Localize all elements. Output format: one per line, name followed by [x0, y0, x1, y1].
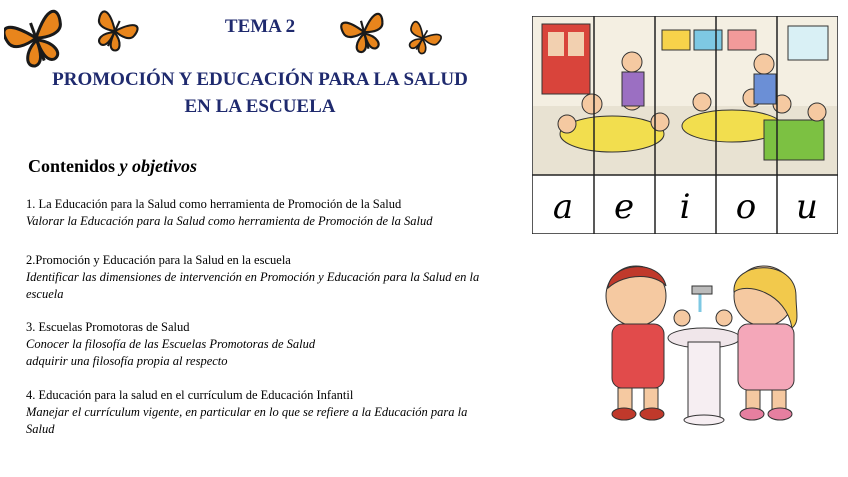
item-objective: Manejar el currículum vigente, en particular en lo que se refiere a la Educación para la Salud [26, 405, 468, 436]
list-item [26, 196, 496, 230]
vowel-letter: i [679, 187, 691, 227]
children-washing-hands-illustration [596, 252, 810, 430]
item-objective: Valorar la Educación para la Salud como herramienta de Promoción de la Salud [26, 214, 433, 228]
list-item [26, 252, 488, 303]
item-objective: Conocer la filosofía de las Escuelas Promotoras de Salud [26, 337, 316, 351]
butterfly-icon [4, 2, 68, 74]
list-item [26, 319, 496, 370]
tema-label: TEMA 2 [224, 16, 296, 37]
vowel-letter: a [552, 187, 574, 227]
section-heading-italic: y objetivos [119, 156, 198, 176]
page-title-line1: PROMOCIÓN Y EDUCACIÓN PARA LA SALUD [52, 69, 468, 90]
section-heading [28, 156, 197, 177]
section-heading-normal: Contenidos [28, 156, 116, 176]
item-content: 4. Educación para la salud en el currículum de Educación Infantil [26, 388, 354, 402]
vowel-letter: o [735, 187, 757, 227]
list-item [26, 387, 488, 438]
item-content: 1. La Educación para la Salud como herramienta de Promoción de la Salud [26, 197, 402, 211]
item-content: 3. Escuelas Promotoras de Salud [26, 320, 190, 334]
item-objective: Identificar las dimensiones de intervención en Promoción y Educación para la Salud en la escuela [26, 270, 480, 301]
vowel-letter: u [796, 187, 818, 227]
page-title [0, 66, 520, 120]
classroom-dining-illustration [532, 16, 838, 234]
vowel-letter: e [613, 187, 635, 227]
item-content: 2.Promoción y Educación para la Salud en la escuela [26, 253, 291, 267]
page-title-line2: EN LA ESCUELA [184, 96, 336, 117]
item-objective-2: adquirir una filosofía propia al respecto [26, 354, 228, 368]
